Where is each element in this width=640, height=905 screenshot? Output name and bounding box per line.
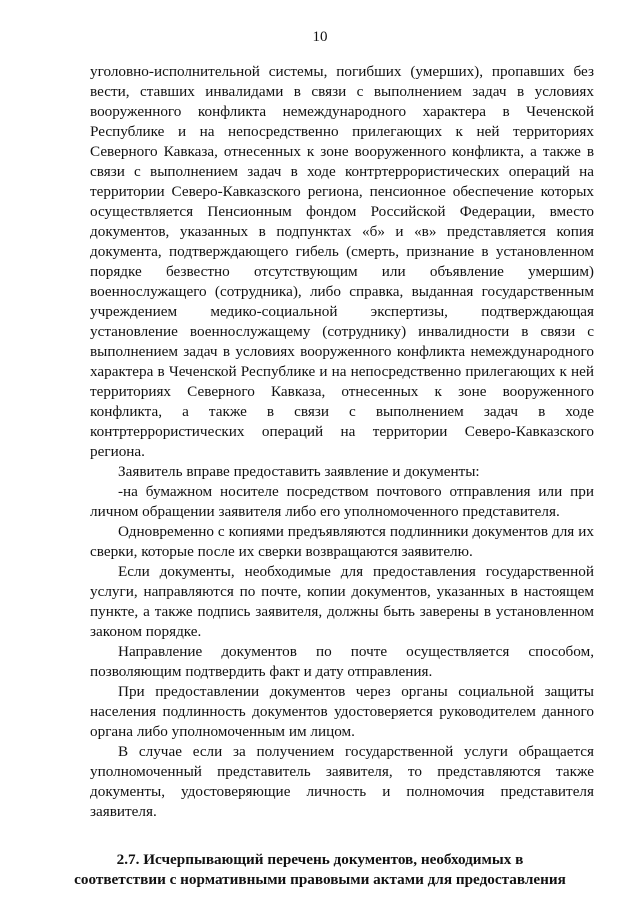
body-line: территориях Северного Кавказа, отнесенных к зоне вооруженного <box>90 383 594 400</box>
body-line: Республике и на непосредственно прилегающих к ней территориях <box>90 123 594 140</box>
body-line: органа либо уполномоченным им лицом. <box>90 723 355 740</box>
body-line: пункте, а также подпись заявителя, должны быть заверены в установленном <box>90 603 594 620</box>
body-line: личном обращении заявителя либо его уполномоченного представителя. <box>90 503 560 520</box>
body-line: документы, удостоверяющие личность и полномочия представителя <box>90 783 594 800</box>
body-line: Если документы, необходимые для предоставления государственной <box>118 563 594 580</box>
body-line: осуществляется Пенсионным фондом Российской Федерации, вместо <box>90 203 594 220</box>
body-line: уполномоченный представитель заявителя, то представляются также <box>90 763 594 780</box>
section-heading-line: 2.7. Исчерпывающий перечень документов, необходимых в <box>116 851 524 868</box>
body-line: связи с выполнением задач в ходе контртеррористических операций на <box>90 163 594 180</box>
body-line: характера в Чеченской Республике и на непосредственно прилегающих к ней <box>90 363 594 380</box>
body-line: Направление документов по почте осуществляется способом, <box>118 643 594 660</box>
body-line: порядке безвестно отсутствующим или объявление умершим) <box>90 263 594 280</box>
body-line: учреждением медико-социальной экспертизы, подтверждающая <box>90 303 594 320</box>
body-line: установление военнослужащему (сотруднику) инвалидности в связи с <box>90 323 594 340</box>
body-line: Одновременно с копиями предъявляются подлинники документов для их <box>118 523 594 540</box>
body-line: конфликта, а также в связи с выполнением задач в ходе <box>90 403 594 420</box>
body-line: услуги, направляются по почте, копии документов, указанных в настоящем <box>90 583 594 600</box>
body-line: законом порядке. <box>90 623 202 640</box>
body-line: документов, указанных в подпунктах «б» и «в» представляется копия <box>90 223 594 240</box>
body-line: Северного Кавказа, отнесенных к зоне вооруженного конфликта, а также в <box>90 143 594 160</box>
body-line: документа, подтверждающего гибель (смерть, признание в установленном <box>90 243 594 260</box>
body-line: Заявитель вправе предоставить заявление и документы: <box>118 463 480 480</box>
body-line: военнослужащего (сотрудника), либо справка, выданная государственным <box>90 283 594 300</box>
body-line: заявителя. <box>90 803 157 820</box>
body-line: В случае если за получением государственной услуги обращается <box>118 743 594 760</box>
body-line: территории Северо-Кавказского региона, пенсионное обеспечение которых <box>90 183 594 200</box>
page-number: 10 <box>312 29 328 45</box>
body-line: позволяющим подтвердить факт и дату отправления. <box>90 663 433 680</box>
body-line: региона. <box>90 443 145 460</box>
body-line: населения подлинность документов удостоверяется руководителем данного <box>90 703 594 720</box>
body-line: сверки, которые после их сверки возвращаются заявителю. <box>90 543 473 560</box>
body-line: уголовно-исполнительной системы, погибших (умерших), пропавших без <box>90 63 594 80</box>
body-line: При предоставлении документов через органы социальной защиты <box>118 683 594 700</box>
body-line: вести, ставших инвалидами в связи с выполнением задач в условиях <box>90 83 594 100</box>
body-line: выполнением задач в условиях вооруженного конфликта немеждународного <box>90 343 594 360</box>
body-line: контртеррористических операций на территории Северо-Кавказского <box>90 423 594 440</box>
body-line: -на бумажном носителе посредством почтового отправления или при <box>118 483 594 500</box>
body-line: вооруженного конфликта немеждународного характера в Чеченской <box>90 103 594 120</box>
section-heading-line: соответствии с нормативными правовыми актами для предоставления <box>74 871 566 888</box>
